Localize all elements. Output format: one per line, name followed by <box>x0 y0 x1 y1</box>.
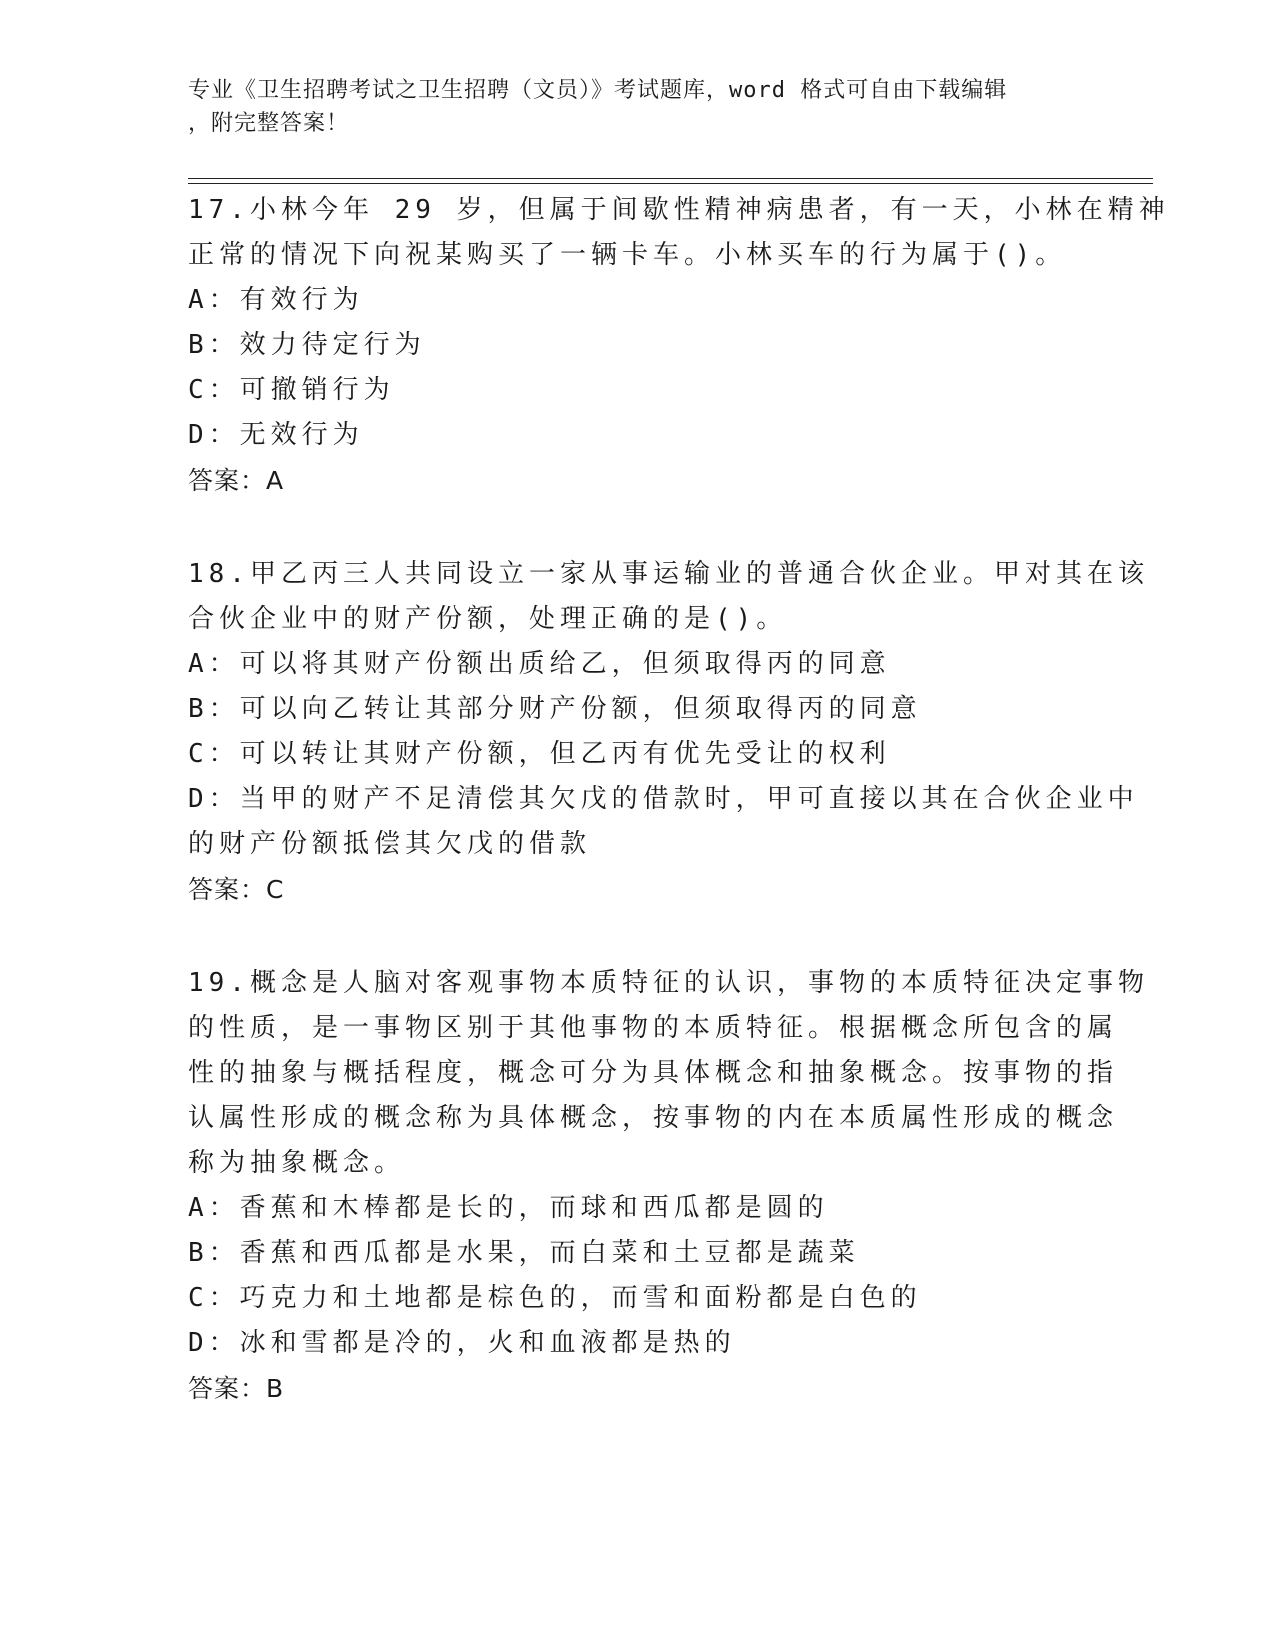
option-b: B：效力待定行为 <box>188 330 426 360</box>
question-stem-line: 18.甲乙丙三人共同设立一家从事运输业的普通合伙企业。甲对其在该 <box>188 559 1149 589</box>
answer-line: 答案：C <box>188 875 285 904</box>
option-d: D：当甲的财产不足清偿其欠戊的借款时，甲可直接以其在合伙企业中 <box>188 784 1139 814</box>
header-divider-top <box>188 178 1153 179</box>
option-a: A：有效行为 <box>188 285 364 315</box>
option-b: B：香蕉和西瓜都是水果，而白菜和土豆都是蔬菜 <box>188 1238 860 1268</box>
option-c: C：巧克力和土地都是棕色的，而雪和面粉都是白色的 <box>188 1283 922 1313</box>
question-stem-line: 17.小林今年 29 岁，但属于间歇性精神病患者，有一天，小林在精神 <box>188 195 1170 225</box>
option-d-continued: 的财产份额抵偿其欠戊的借款 <box>188 829 592 859</box>
option-b: B：可以向乙转让其部分财产份额，但须取得丙的同意 <box>188 694 922 724</box>
question-stem-line: 的性质，是一事物区别于其他事物的本质特征。根据概念所包含的属 <box>188 1013 1119 1043</box>
option-c: C：可以转让其财产份额，但乙丙有优先受让的权利 <box>188 739 891 769</box>
header-line-2: ，附完整答案！ <box>188 111 350 136</box>
document-header <box>188 74 1068 140</box>
question-stem-line: 称为抽象概念。 <box>188 1148 406 1178</box>
answer-line: 答案：B <box>188 1374 285 1403</box>
question-stem-line: 合伙企业中的财产份额，处理正确的是()。 <box>188 604 788 634</box>
question-19 <box>188 961 1149 1411</box>
answer-line: 答案：A <box>188 466 285 495</box>
question-stem-line: 性的抽象与概括程度，概念可分为具体概念和抽象概念。按事物的指 <box>188 1058 1119 1088</box>
option-c: C：可撤销行为 <box>188 375 395 405</box>
question-17 <box>188 188 1170 503</box>
question-stem-line: 正常的情况下向祝某购买了一辆卡车。小林买车的行为属于()。 <box>188 240 1067 270</box>
option-a: A：可以将其财产份额出质给乙，但须取得丙的同意 <box>188 649 891 679</box>
option-a: A：香蕉和木棒都是长的，而球和西瓜都是圆的 <box>188 1193 829 1223</box>
header-divider-bottom <box>188 183 1153 184</box>
option-d: D：无效行为 <box>188 420 364 450</box>
option-d: D：冰和雪都是冷的，火和血液都是热的 <box>188 1328 736 1358</box>
header-line-1: 专业《卫生招聘考试之卫生招聘（文员）》考试题库，word 格式可自由下载编辑 <box>188 78 1008 103</box>
question-stem-line: 19.概念是人脑对客观事物本质特征的认识，事物的本质特征决定事物 <box>188 968 1149 998</box>
question-18 <box>188 552 1149 912</box>
question-stem-line: 认属性形成的概念称为具体概念，按事物的内在本质属性形成的概念 <box>188 1103 1119 1133</box>
